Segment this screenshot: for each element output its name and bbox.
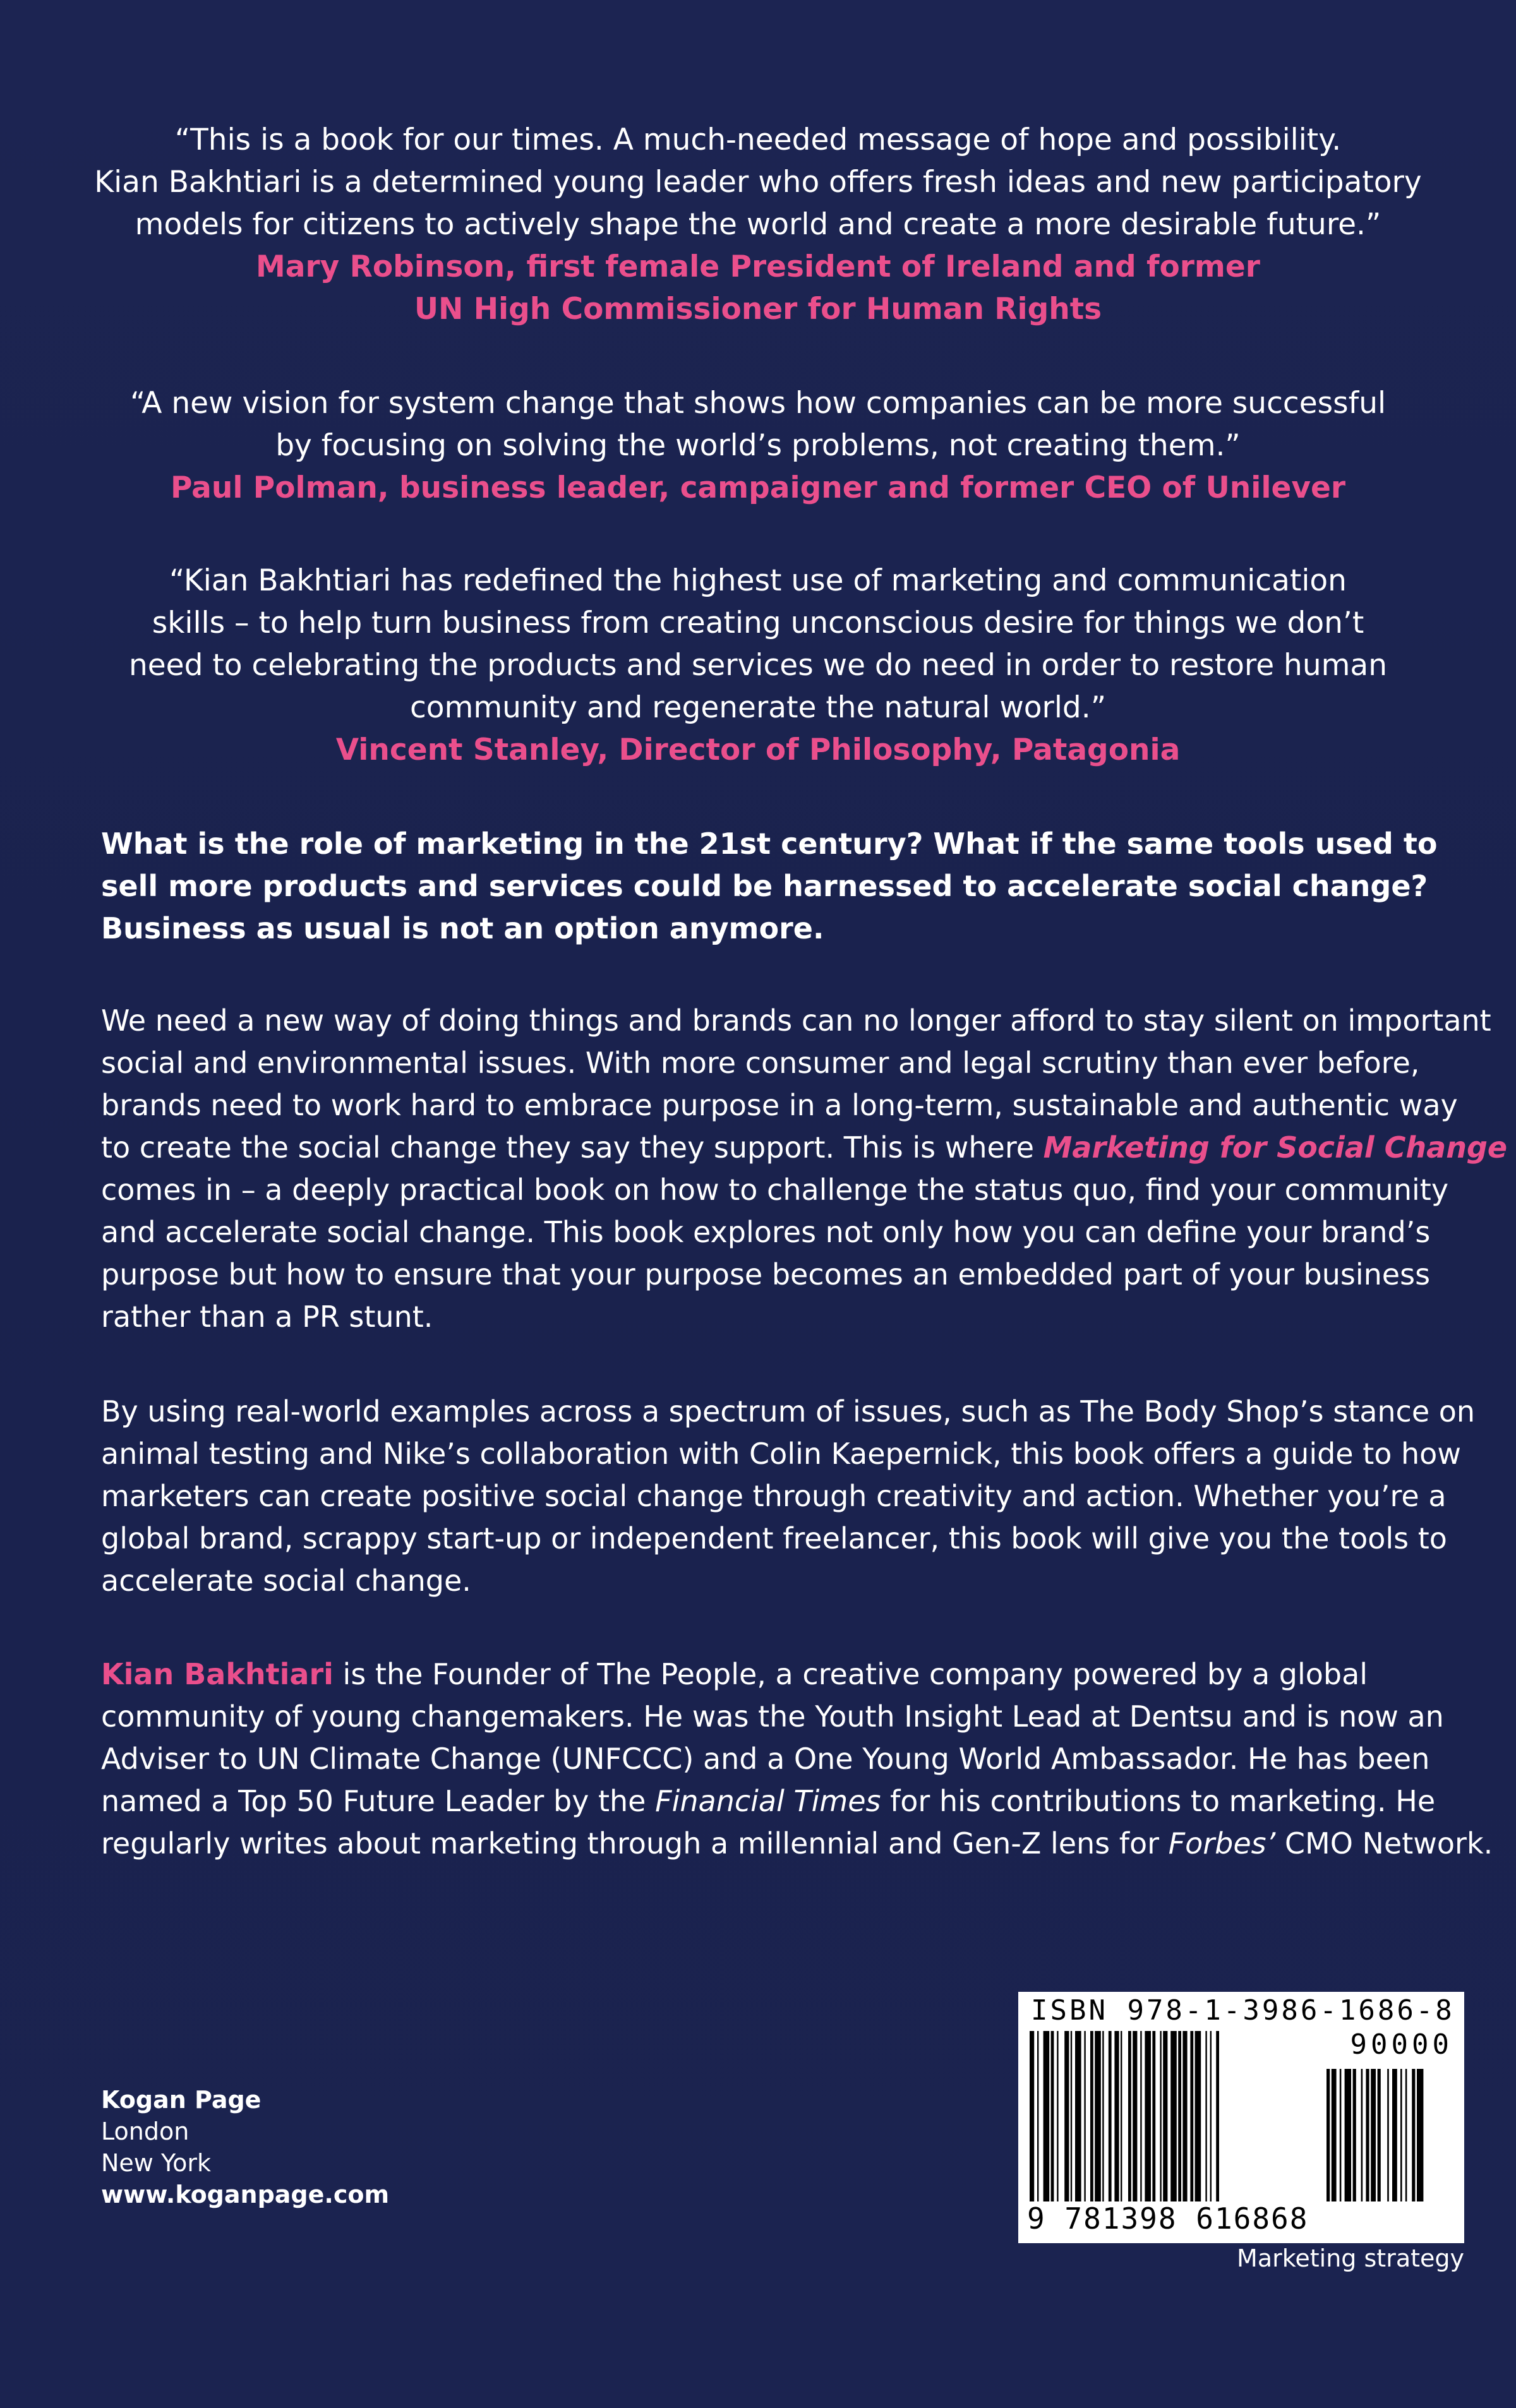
- paragraph-line: animal testing and Nike’s collaboration with Colin Kaepernick, this book offers a guide to how: [101, 1437, 1461, 1471]
- barcode-bar: [1195, 2031, 1201, 2201]
- barcode-bar: [1152, 2031, 1155, 2201]
- endorsement-quote-robinson: [0, 119, 1516, 330]
- quote-attribution: UN High Commissioner for Human Rights: [414, 292, 1102, 326]
- quote-attribution: Paul Polman, business leader, campaigner and former CEO of Unilever: [170, 470, 1346, 505]
- barcode-bar: [1163, 2031, 1167, 2201]
- barcode-bar: [1075, 2031, 1081, 2201]
- publication-name: Forbes’: [1168, 1826, 1276, 1860]
- barcode-bar: [1095, 2031, 1101, 2201]
- paragraph-line: brands need to work hard to embrace purpose in a long-term, sustainable and authentic way: [101, 1088, 1458, 1122]
- bio-text: CMO Network.: [1275, 1826, 1493, 1860]
- barcode-bar: [1205, 2031, 1206, 2201]
- quote-line: community and regenerate the natural world.”: [409, 690, 1107, 725]
- publisher-name: Kogan Page: [101, 2086, 262, 2114]
- subject-category: Marketing strategy: [1237, 2244, 1464, 2272]
- publication-name: Financial Times: [655, 1784, 881, 1818]
- lead-questions: [101, 823, 1459, 950]
- barcode-bar: [1345, 2069, 1351, 2201]
- bio-line: [101, 1780, 1459, 1823]
- paragraph-line: marketers can create positive social change through creativity and action. Whether you’re a: [101, 1479, 1447, 1513]
- paragraph-line: [101, 1127, 1508, 1169]
- barcode-bar: [1044, 2031, 1050, 2201]
- barcode-bar: [1178, 2031, 1181, 2201]
- quote-line: Kian Bakhtiari is a determined young leader who offers fresh ideas and new participatory: [94, 165, 1422, 200]
- author-bio: [101, 1653, 1493, 1865]
- barcode-bar: [1133, 2031, 1137, 2201]
- barcode-bar: [1332, 2069, 1337, 2201]
- paragraph-line: By using real-world examples across a spectrum of issues, such as The Body Shop’s stance on: [101, 1394, 1476, 1429]
- barcode-bar: [1090, 2031, 1093, 2201]
- barcode-bar: [1140, 2031, 1141, 2201]
- barcode-bar: [1071, 2031, 1072, 2201]
- barcode-bar: [1128, 2031, 1131, 2201]
- paragraph-line: global brand, scrappy start-up or independent freelancer, this book will give you the tools to: [101, 1521, 1447, 1555]
- barcode-bar: [1371, 2069, 1376, 2201]
- quote-line: skills – to help turn business from creating unconscious desire for things we don’t: [152, 606, 1364, 640]
- paragraph-line: accelerate social change.: [101, 1564, 471, 1598]
- bio-text: regularly writes about marketing through a millennial and Gen-Z lens for: [101, 1826, 1169, 1860]
- bio-line: community of young changemakers. He was the Youth Insight Lead at Dentsu and is now an: [101, 1699, 1444, 1734]
- barcode-bar: [1326, 2069, 1330, 2201]
- book-title: Marketing for Social Change: [1043, 1130, 1508, 1165]
- quote-attribution: Mary Robinson, first female President of Ireland and former: [256, 249, 1260, 284]
- isbn-label: ISBN 978-1-3986-1686-8: [1031, 1994, 1455, 2027]
- barcode-bar: [1340, 2069, 1342, 2201]
- price-code: 90000: [1350, 2028, 1453, 2061]
- quote-line: need to celebrating the products and services we do need in order to restore human: [128, 648, 1388, 683]
- barcode-bar: [1102, 2031, 1104, 2201]
- isbn-barcode: [1018, 1992, 1464, 2243]
- barcode-bar: [1170, 2031, 1177, 2201]
- bio-text: is the Founder of The People, a creative company powered by a global: [333, 1657, 1368, 1691]
- quote-line: models for citizens to actively shape the world and create a more desirable future.”: [135, 207, 1381, 242]
- barcode-bar: [1353, 2069, 1356, 2201]
- barcode-bar: [1160, 2031, 1161, 2201]
- barcode-bar: [1109, 2031, 1112, 2201]
- barcode-bar: [1084, 2031, 1085, 2201]
- quote-line: by focusing on solving the world’s problems, not creating them.”: [275, 428, 1241, 463]
- barcode-bar: [1412, 2069, 1415, 2201]
- quote-line: “This is a book for our times. A much-needed message of hope and possibility.: [174, 123, 1342, 157]
- barcode-bar: [1030, 2031, 1034, 2201]
- quote-attribution: Vincent Stanley, Director of Philosophy, Patagonia: [335, 733, 1181, 767]
- barcode-bar: [1400, 2069, 1402, 2201]
- barcode-bar: [1210, 2031, 1212, 2201]
- barcode-bar: [1051, 2031, 1054, 2201]
- paragraph-text: to create the social change they say they support. This is where: [101, 1130, 1044, 1165]
- barcode-bar: [1387, 2069, 1389, 2201]
- endorsement-quote-polman: [0, 382, 1516, 509]
- barcode-bar: [1190, 2031, 1193, 2201]
- description-paragraph-2: [101, 1391, 1476, 1602]
- barcode-bar: [1405, 2069, 1407, 2201]
- publisher-city: London: [101, 2117, 190, 2145]
- barcode-bar: [1378, 2069, 1381, 2201]
- lead-line: sell more products and services could be harnessed to accelerate social change?: [101, 869, 1428, 903]
- lead-line: What is the role of marketing in the 21st century? What if the same tools used to: [101, 827, 1438, 861]
- bio-line: Adviser to UN Climate Change (UNFCCC) and a One Young World Ambassador. He has been: [101, 1742, 1430, 1776]
- paragraph-line: purpose but how to ensure that your purpose becomes an embedded part of your business: [101, 1257, 1431, 1291]
- barcode-bar: [1057, 2031, 1058, 2201]
- publisher-url: www.koganpage.com: [101, 2181, 390, 2208]
- endorsement-quote-stanley: [0, 560, 1516, 771]
- description-paragraph-1: [101, 1000, 1508, 1338]
- barcode-bar: [1417, 2069, 1423, 2201]
- barcode-bar: [1037, 2031, 1038, 2201]
- publisher-block: [101, 2084, 389, 2210]
- barcode-bar: [1361, 2069, 1363, 2201]
- author-name: Kian Bakhtiari: [101, 1657, 334, 1691]
- bio-line: [101, 1653, 1459, 1696]
- barcode-bar: [1064, 2031, 1069, 2201]
- barcode-bar: [1114, 2031, 1119, 2201]
- barcode-bar: [1182, 2031, 1187, 2201]
- barcode-bar: [1366, 2069, 1369, 2201]
- paragraph-line: comes in – a deeply practical book on how to challenge the status quo, find your community: [101, 1173, 1449, 1207]
- paragraph-line: We need a new way of doing things and brands can no longer afford to stay silent on important: [101, 1003, 1491, 1038]
- publisher-city: New York: [101, 2149, 212, 2177]
- quote-line: “Kian Bakhtiari has redefined the highest use of marketing and communication: [169, 563, 1347, 598]
- barcode-bar: [1121, 2031, 1122, 2201]
- paragraph-line: and accelerate social change. This book explores not only how you can define your brand’s: [101, 1215, 1431, 1249]
- paragraph-line: social and environmental issues. With more consumer and legal scrutiny than ever before,: [101, 1046, 1420, 1080]
- bio-line: [101, 1823, 1493, 1865]
- paragraph-line: rather than a PR stunt.: [101, 1300, 433, 1334]
- bio-text: named a Top 50 Future Leader by the: [101, 1784, 656, 1818]
- ean-digits: 9 781398 616868: [1027, 2201, 1309, 2236]
- barcode-bar: [1216, 2031, 1219, 2201]
- barcode-bar: [1392, 2069, 1397, 2201]
- bio-text: for his contributions to marketing. He: [881, 1784, 1436, 1818]
- quote-line: “A new vision for system change that shows how companies can be more successful: [129, 386, 1387, 421]
- barcode-bar: [1145, 2031, 1151, 2201]
- lead-line: Business as usual is not an option anymore.: [101, 911, 824, 945]
